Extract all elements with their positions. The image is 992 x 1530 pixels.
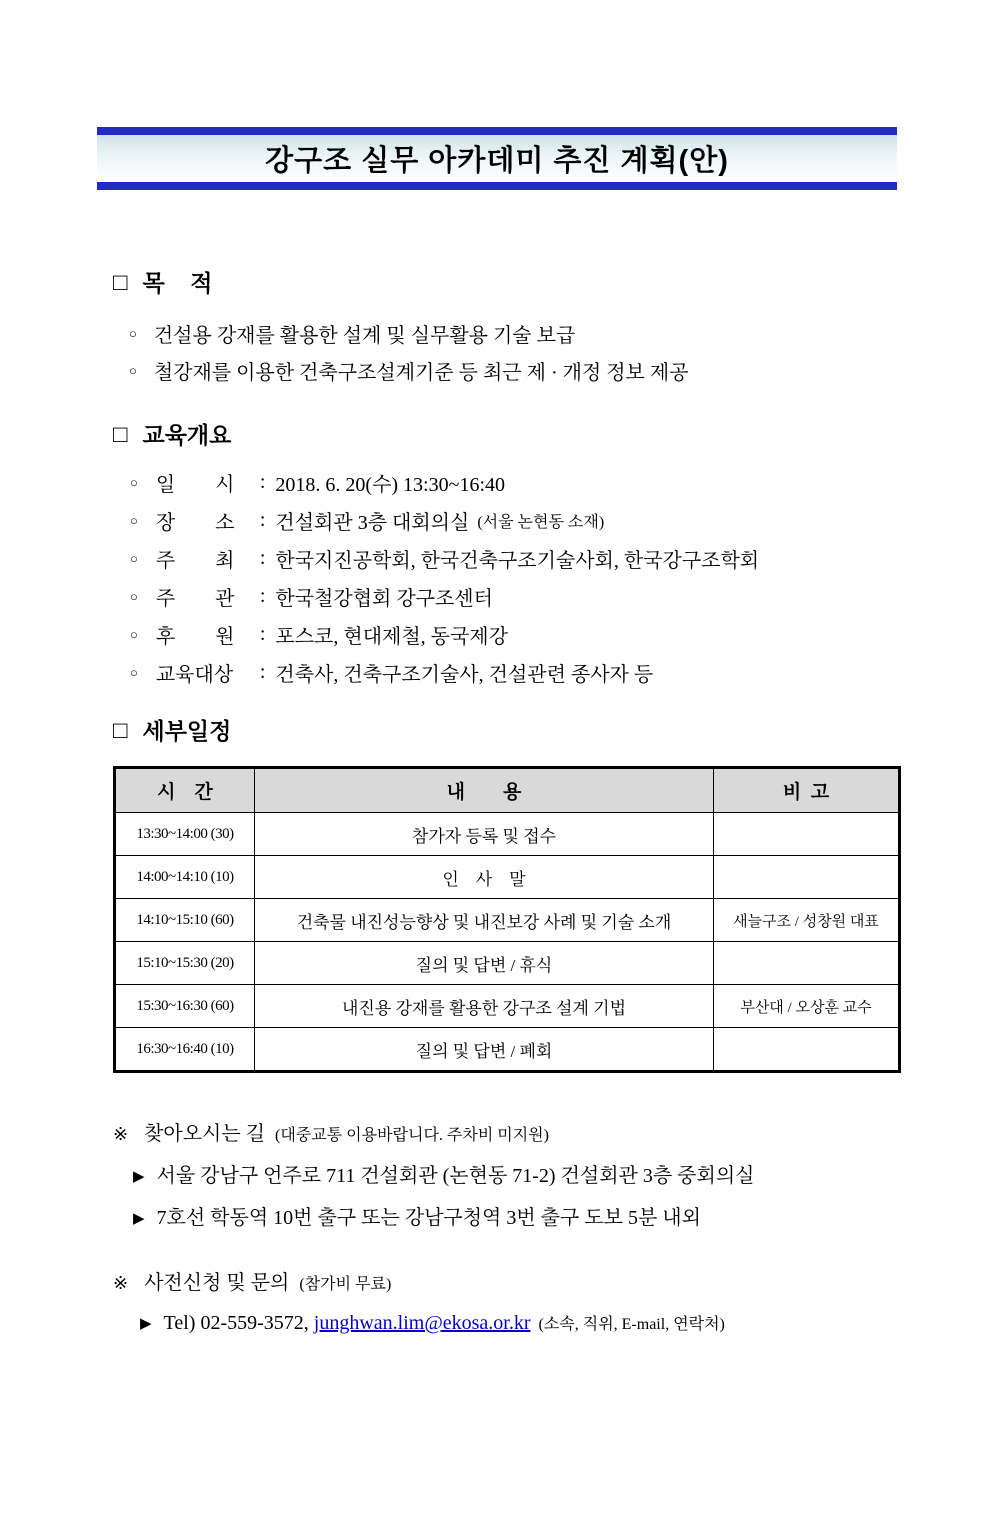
cell-note: 새늘구조 / 성창원 대표: [714, 899, 900, 942]
list-item: [129, 315, 992, 352]
cell-note: [714, 1028, 900, 1072]
cell-time: 13:30~14:00 (30): [115, 813, 255, 856]
contact-title: 사전신청 및 문의: [144, 1272, 290, 1294]
circle-bullet-icon: ○: [129, 363, 137, 378]
cell-time: 14:10~15:10 (60): [115, 899, 255, 942]
overview-value: 한국지진공학회, 한국건축구조기술사회, 한국강구조학회: [275, 549, 760, 572]
square-bullet-icon: □: [113, 421, 128, 448]
overview-colon: :: [259, 660, 266, 683]
cell-content: 질의 및 답변 / 폐회: [255, 1028, 714, 1072]
list-item: [130, 539, 992, 577]
contact-email-link[interactable]: junghwan.lim@ekosa.or.kr: [313, 1312, 531, 1334]
cell-time: 15:30~16:30 (60): [115, 985, 255, 1028]
contact-tel: Tel) 02-559-3572,: [163, 1312, 309, 1334]
section-title-purpose: 목 적: [142, 270, 213, 296]
square-bullet-icon: □: [113, 717, 128, 744]
overview-label: 장 소: [155, 511, 235, 534]
overview-colon: :: [259, 508, 266, 531]
directions-title: 찾아오시는 길: [144, 1123, 266, 1145]
list-item: [130, 501, 992, 539]
directions-item-text: 서울 강남구 언주로 711 건설회관 (논현동 71-2) 건설회관 3층 중회의실: [156, 1165, 755, 1187]
overview-colon: :: [259, 622, 266, 645]
directions-item: [133, 1159, 992, 1188]
overview-colon: :: [259, 470, 266, 493]
section-heading-purpose: [113, 268, 992, 298]
circle-bullet-icon: ○: [130, 664, 138, 680]
overview-value: 건설회관 3층 대회의실: [275, 511, 470, 534]
cell-time: 16:30~16:40 (10): [115, 1028, 255, 1072]
purpose-item-text: 철강재를 이용한 건축구조설계기준 등 최근 제 · 개정 정보 제공: [153, 362, 689, 384]
circle-bullet-icon: ○: [130, 474, 138, 490]
list-item: [130, 653, 992, 691]
table-row: [115, 1028, 900, 1072]
table-row: [115, 813, 900, 856]
overview-label: 주 최: [155, 549, 235, 572]
triangle-bullet-icon: ▶: [140, 1316, 152, 1332]
cell-content: 내진용 강재를 활용한 강구조 설계 기법: [255, 985, 714, 1028]
cell-time: 15:10~15:30 (20): [115, 942, 255, 985]
schedule-table: [113, 766, 901, 1073]
contact-heading: [113, 1266, 992, 1295]
overview-label: 일 시: [155, 473, 235, 496]
overview-label: 교육대상: [155, 663, 234, 686]
list-item: [129, 352, 992, 389]
overview-label: 주 관: [155, 587, 235, 610]
overview-value: 건축사, 건축구조기술사, 건설관련 종사자 등: [275, 663, 654, 686]
list-item: [130, 615, 992, 653]
cell-time: 14:00~14:10 (10): [115, 856, 255, 899]
col-header-content: 내 용: [255, 768, 714, 813]
cell-note: [714, 942, 900, 985]
circle-bullet-icon: ○: [130, 588, 138, 604]
title-banner: [97, 127, 897, 190]
section-heading-overview: [113, 420, 992, 450]
cell-note: 부산대 / 오상훈 교수: [714, 985, 900, 1028]
circle-bullet-icon: ○: [129, 326, 137, 341]
directions-title-note: (대중교통 이용바랍니다. 주차비 미지원): [275, 1127, 549, 1144]
circle-bullet-icon: ○: [130, 626, 138, 642]
table-row: [115, 942, 900, 985]
list-item: [130, 463, 992, 501]
col-header-time: 시 간: [115, 768, 255, 813]
list-item: [130, 577, 992, 615]
reference-mark-icon: ※: [113, 1273, 129, 1293]
document-page: [0, 127, 992, 1530]
table-header-row: [115, 768, 900, 813]
cell-content: 건축물 내진성능향상 및 내진보강 사례 및 기술 소개: [255, 899, 714, 942]
overview-label: 후 원: [155, 625, 235, 648]
cell-note: [714, 856, 900, 899]
reference-mark-icon: ※: [113, 1124, 129, 1144]
overview-value: 한국철강협회 강구조센터: [275, 587, 493, 610]
document-title: 강구조 실무 아카데미 추진 계획(안): [265, 145, 729, 177]
contact-title-note: (참가비 무료): [299, 1276, 392, 1293]
directions-heading: [113, 1117, 992, 1146]
section-title-schedule: 세부일정: [142, 718, 232, 744]
contact-email-note: (소속, 직위, E-mail, 연락처): [538, 1316, 725, 1333]
directions-item-text: 7호선 학동역 10번 출구 또는 강남구청역 3번 출구 도보 5분 내외: [156, 1207, 701, 1229]
overview-list: [130, 463, 992, 691]
cell-content: 참가자 등록 및 접수: [255, 813, 714, 856]
cell-content: 인 사 말: [255, 856, 714, 899]
triangle-bullet-icon: ▶: [133, 1169, 145, 1185]
overview-value: 포스코, 현대제철, 동국제강: [275, 625, 508, 648]
triangle-bullet-icon: ▶: [133, 1211, 145, 1227]
square-bullet-icon: □: [113, 269, 128, 296]
circle-bullet-icon: ○: [130, 550, 138, 566]
section-title-overview: 교육개요: [142, 422, 232, 448]
purpose-list: [129, 315, 992, 389]
overview-colon: :: [259, 584, 266, 607]
overview-value: 2018. 6. 20(수) 13:30~16:40: [275, 473, 505, 496]
table-row: [115, 856, 900, 899]
cell-content: 질의 및 답변 / 휴식: [255, 942, 714, 985]
directions-item: [133, 1201, 992, 1230]
table-row: [115, 899, 900, 942]
cell-note: [714, 813, 900, 856]
section-heading-schedule: [113, 716, 992, 746]
circle-bullet-icon: ○: [130, 512, 138, 528]
col-header-note: 비 고: [714, 768, 900, 813]
purpose-item-text: 건설용 강재를 활용한 설계 및 실무활용 기술 보급: [153, 325, 576, 347]
table-row: [115, 985, 900, 1028]
overview-value-note: (서울 논현동 소재): [477, 513, 605, 531]
contact-line: [140, 1311, 992, 1335]
overview-colon: :: [259, 546, 266, 569]
